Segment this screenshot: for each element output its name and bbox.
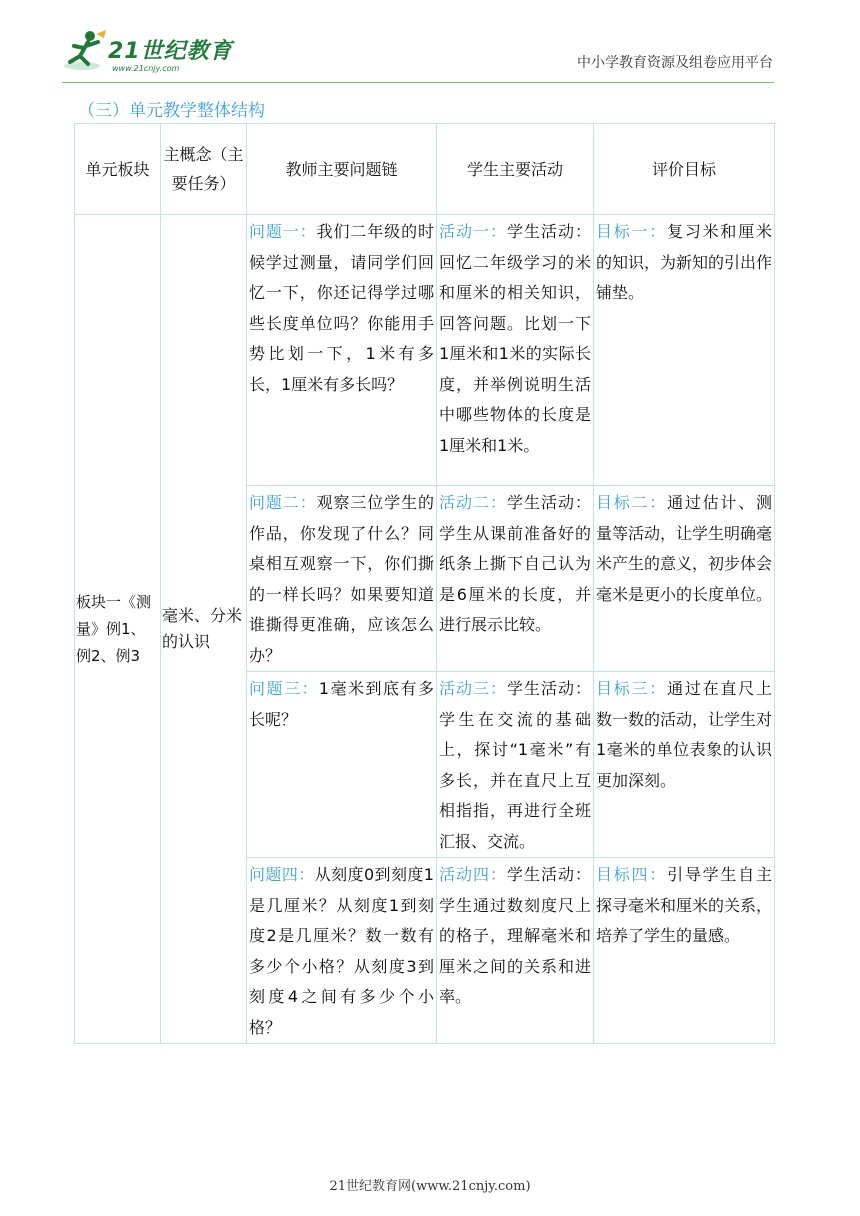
goal-label: 目标一： bbox=[596, 222, 668, 241]
question-text: 1毫米到底有多长呢？ bbox=[249, 679, 434, 729]
page-footer: 21世纪教育网(www.21cnjy.com) bbox=[329, 1179, 531, 1194]
goal-text: 通过估计、测量等活动，让学生明确毫米产生的意义，初步体会毫米是更小的长度单位。 bbox=[596, 493, 773, 604]
activity-cell bbox=[437, 672, 594, 858]
page-header bbox=[0, 0, 860, 90]
goal-cell bbox=[594, 215, 775, 486]
goal-label: 目标二： bbox=[596, 493, 668, 512]
goal-text: 通过在直尺上数一数的活动，让学生对1毫米的单位表象的认识更加深刻。 bbox=[596, 679, 773, 790]
question-text: 从刻度0到刻度1是几厘米？从刻度1到刻度2是几厘米？数一数有多少个小格？从刻度3到刻度4之间有多少个小格？ bbox=[249, 865, 434, 1037]
goal-cell bbox=[594, 858, 775, 1044]
activity-text: 学生活动：学生从课前准备好的纸条上撕下自己认为是6厘米的长度，并进行展示比较。 bbox=[439, 493, 591, 634]
header-cell: 单元板块 bbox=[75, 124, 161, 215]
question-cell bbox=[247, 215, 437, 486]
goal-text: 引导学生自主探寻毫米和厘米的关系，培养了学生的量感。 bbox=[596, 865, 773, 945]
activity-cell bbox=[437, 486, 594, 672]
question-cell bbox=[247, 672, 437, 858]
header-cell: 学生主要活动 bbox=[437, 124, 594, 215]
activity-text: 学生活动：学生通过数刻度尺上的格子，理解毫米和厘米之间的关系和进率。 bbox=[439, 865, 591, 1006]
goal-cell bbox=[594, 486, 775, 672]
question-cell bbox=[247, 858, 437, 1044]
logo-text: 21世纪教育 bbox=[108, 39, 233, 64]
question-label: 问题四： bbox=[249, 865, 315, 884]
goal-label: 目标四： bbox=[596, 865, 668, 884]
goal-text: 复习米和厘米的知识，为新知的引出作铺垫。 bbox=[596, 222, 773, 302]
activity-label: 活动二： bbox=[439, 493, 507, 512]
concept-cell: 毫米、分米的认识 bbox=[161, 215, 247, 1044]
question-label: 问题三： bbox=[249, 679, 319, 698]
question-label: 问题二： bbox=[249, 493, 317, 512]
table-header-row bbox=[75, 124, 775, 215]
activity-text: 学生活动：学生在交流的基础上，探讨“1毫米”有多长，并在直尺上互相指指，再进行全班汇报、交流。 bbox=[439, 679, 591, 851]
question-label: 问题一： bbox=[249, 222, 317, 241]
activity-text: 学生活动：回忆二年级学习的米和厘米的相关知识，回答问题。比划一下1厘米和1米的实际长度，并举例说明生活中哪些物体的长度是1厘米和1米。 bbox=[439, 222, 591, 455]
activity-cell bbox=[437, 858, 594, 1044]
section-title: （三）单元教学整体结构 bbox=[78, 101, 265, 121]
question-cell bbox=[247, 486, 437, 672]
header-cell: 评价目标 bbox=[594, 124, 775, 215]
goal-cell bbox=[594, 672, 775, 858]
logo-url: www.21cnjy.com bbox=[112, 64, 180, 73]
header-cell: 教师主要问题链 bbox=[247, 124, 437, 215]
activity-label: 活动四： bbox=[439, 865, 507, 884]
activity-label: 活动一： bbox=[439, 222, 507, 241]
structure-table bbox=[74, 123, 775, 1044]
platform-name: 中小学教育资源及组卷应用平台 bbox=[577, 55, 773, 71]
activity-label: 活动三： bbox=[439, 679, 507, 698]
question-text: 我们二年级的时候学过测量，请同学们回忆一下，你还记得学过哪些长度单位吗？你能用手势比划一下，1米有多长，1厘米有多长吗？ bbox=[249, 222, 434, 394]
header-divider bbox=[62, 82, 774, 83]
table-row bbox=[75, 215, 775, 486]
activity-cell bbox=[437, 215, 594, 486]
block-cell: 板块一《测量》例1、例2、例3 bbox=[75, 215, 161, 1044]
header-cell: 主概念（主要任务） bbox=[161, 124, 247, 215]
question-text: 观察三位学生的作品，你发现了什么？同桌相互观察一下，你们撕的一样长吗？如果要知道谁撕得更准确，应该怎么办？ bbox=[249, 493, 434, 665]
goal-label: 目标三： bbox=[596, 679, 668, 698]
